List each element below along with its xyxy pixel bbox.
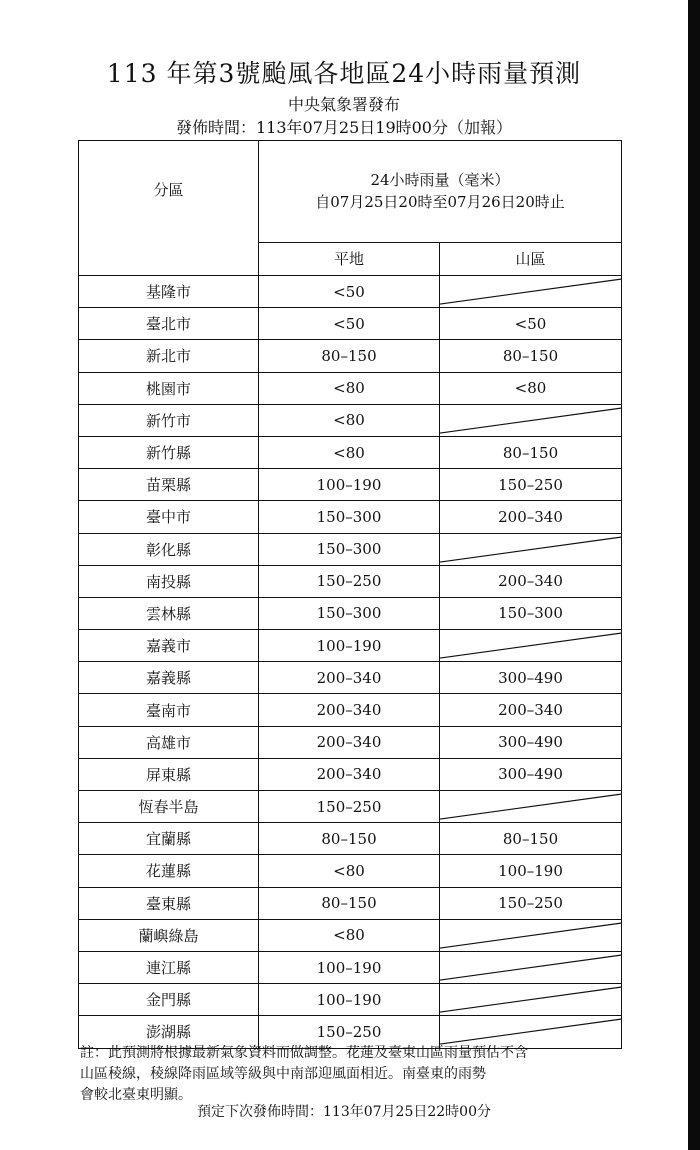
- mountain-rain-cell: 300–490: [440, 662, 622, 694]
- region-cell: 雲林縣: [79, 597, 259, 629]
- table-row: [79, 951, 622, 983]
- mountain-not-applicable-cell: [440, 630, 622, 662]
- footnote-line-3: 會較北臺東明顯。: [80, 1087, 192, 1103]
- mountain-rain-cell: 80–150: [440, 823, 622, 855]
- plain-rain-cell: 100–190: [259, 951, 440, 983]
- rainfall-table: [78, 140, 622, 1049]
- table-row: [79, 823, 622, 855]
- region-cell: 臺南市: [79, 694, 259, 726]
- table-row: [79, 436, 622, 468]
- plain-rain-cell: 80–150: [259, 340, 440, 372]
- diagonal-slash: [440, 276, 621, 307]
- page-title: 113 年第3號颱風各地區24小時雨量預測: [106, 59, 582, 88]
- table-row: [79, 630, 622, 662]
- footnote-line-2: 山區稜線，稜線降雨區域等級與中南部迎風面相近。南臺東的雨勢: [80, 1066, 486, 1082]
- mountain-rain-cell: 100–190: [440, 855, 622, 887]
- plain-rain-cell: 200–340: [259, 726, 440, 758]
- mountain-not-applicable-cell: [440, 951, 622, 983]
- mountain-rain-cell: <80: [440, 372, 622, 404]
- plain-rain-cell: 150–250: [259, 791, 440, 823]
- region-cell: 蘭嶼綠島: [79, 919, 259, 951]
- mountain-rain-cell: 300–490: [440, 758, 622, 790]
- mountain-not-applicable-cell: [440, 276, 622, 308]
- region-cell: 基隆市: [79, 276, 259, 308]
- right-edge-bar: [688, 0, 700, 1150]
- mountain-not-applicable-cell: [440, 404, 622, 436]
- mountain-rain-cell: 200–340: [440, 501, 622, 533]
- plain-rain-cell: <50: [259, 308, 440, 340]
- region-cell: 金門縣: [79, 984, 259, 1016]
- plain-rain-cell: 200–340: [259, 758, 440, 790]
- rain-header: [259, 141, 622, 243]
- table-row: [79, 694, 622, 726]
- rain-header-line1: 24小時雨量（毫米）: [370, 171, 510, 190]
- region-cell: 花蓮縣: [79, 855, 259, 887]
- table-row: [79, 469, 622, 501]
- mountain-rain-cell: <50: [440, 308, 622, 340]
- plain-rain-cell: <80: [259, 404, 440, 436]
- table-row: [79, 501, 622, 533]
- region-cell: 彰化縣: [79, 533, 259, 565]
- table-row: [79, 919, 622, 951]
- region-cell: 臺北市: [79, 308, 259, 340]
- diagonal-slash: [440, 534, 621, 565]
- plain-rain-cell: <80: [259, 855, 440, 887]
- plain-rain-cell: 80–150: [259, 823, 440, 855]
- mountain-rain-cell: 150–300: [440, 597, 622, 629]
- issuer: 中央氣象署發布: [287, 95, 400, 114]
- table-row: [79, 726, 622, 758]
- diagonal-slash: [440, 405, 621, 436]
- mountain-not-applicable-cell: [440, 533, 622, 565]
- plain-rain-cell: <80: [259, 919, 440, 951]
- plain-header: 平地: [259, 242, 440, 276]
- table-row: [79, 565, 622, 597]
- plain-rain-cell: 100–190: [259, 984, 440, 1016]
- issue-time: 發佈時間：113年07月25日19時00分（加報）: [176, 118, 512, 137]
- mountain-not-applicable-cell: [440, 984, 622, 1016]
- table-row: [79, 404, 622, 436]
- plain-rain-cell: 150–300: [259, 501, 440, 533]
- plain-rain-cell: 150–250: [259, 1016, 440, 1048]
- plain-rain-cell: <80: [259, 372, 440, 404]
- table-row: [79, 308, 622, 340]
- table-row: [79, 533, 622, 565]
- table-row: [79, 276, 622, 308]
- diagonal-slash: [440, 984, 621, 1015]
- diagonal-slash: [440, 791, 621, 822]
- region-cell: 高雄市: [79, 726, 259, 758]
- table-row: [79, 662, 622, 694]
- mountain-rain-cell: 200–340: [440, 694, 622, 726]
- table-row: [79, 340, 622, 372]
- table-row: [79, 855, 622, 887]
- region-cell: 苗栗縣: [79, 469, 259, 501]
- region-cell: 南投縣: [79, 565, 259, 597]
- plain-rain-cell: 200–340: [259, 662, 440, 694]
- region-cell: 恆春半島: [79, 791, 259, 823]
- plain-rain-cell: <80: [259, 436, 440, 468]
- mountain-not-applicable-cell: [440, 919, 622, 951]
- mountain-rain-cell: 200–340: [440, 565, 622, 597]
- region-cell: 新竹市: [79, 404, 259, 436]
- table-row: [79, 597, 622, 629]
- next-issue-time: 預定下次發佈時間：113年07月25日22時00分: [197, 1104, 491, 1120]
- table-row: [79, 791, 622, 823]
- region-cell: 臺東縣: [79, 887, 259, 919]
- plain-rain-cell: <50: [259, 276, 440, 308]
- region-cell: 連江縣: [79, 951, 259, 983]
- mountain-rain-cell: 80–150: [440, 340, 622, 372]
- diagonal-slash: [440, 920, 621, 951]
- region-cell: 澎湖縣: [79, 1016, 259, 1048]
- footnote-line-1: 註：此預測將根據最新氣象資料而做調整。花蓮及臺東山區雨量預估不含: [80, 1045, 528, 1061]
- region-cell: 桃園市: [79, 372, 259, 404]
- region-cell: 嘉義市: [79, 630, 259, 662]
- plain-rain-cell: 150–300: [259, 597, 440, 629]
- plain-rain-cell: 200–340: [259, 694, 440, 726]
- region-cell: 嘉義縣: [79, 662, 259, 694]
- region-cell: 宜蘭縣: [79, 823, 259, 855]
- table-row: [79, 887, 622, 919]
- footnote: [80, 1043, 625, 1106]
- mountain-rain-cell: 80–150: [440, 436, 622, 468]
- plain-rain-cell: 150–250: [259, 565, 440, 597]
- region-cell: 臺中市: [79, 501, 259, 533]
- mountain-not-applicable-cell: [440, 791, 622, 823]
- region-cell: 新北市: [79, 340, 259, 372]
- plain-rain-cell: 150–300: [259, 533, 440, 565]
- plain-rain-cell: 80–150: [259, 887, 440, 919]
- diagonal-slash: [440, 952, 621, 983]
- table-row: [79, 372, 622, 404]
- mountain-rain-cell: 150–250: [440, 469, 622, 501]
- rain-header-line2: 自07月25日20時至07月26日20時止: [315, 193, 565, 212]
- diagonal-slash: [440, 630, 621, 661]
- table-row: [79, 984, 622, 1016]
- plain-rain-cell: 100–190: [259, 630, 440, 662]
- region-cell: 新竹縣: [79, 436, 259, 468]
- plain-rain-cell: 100–190: [259, 469, 440, 501]
- table-row: [79, 758, 622, 790]
- region-header: 分區: [79, 141, 259, 276]
- mountain-rain-cell: 150–250: [440, 887, 622, 919]
- mountain-header: 山區: [440, 242, 622, 276]
- region-cell: 屏東縣: [79, 758, 259, 790]
- mountain-rain-cell: 300–490: [440, 726, 622, 758]
